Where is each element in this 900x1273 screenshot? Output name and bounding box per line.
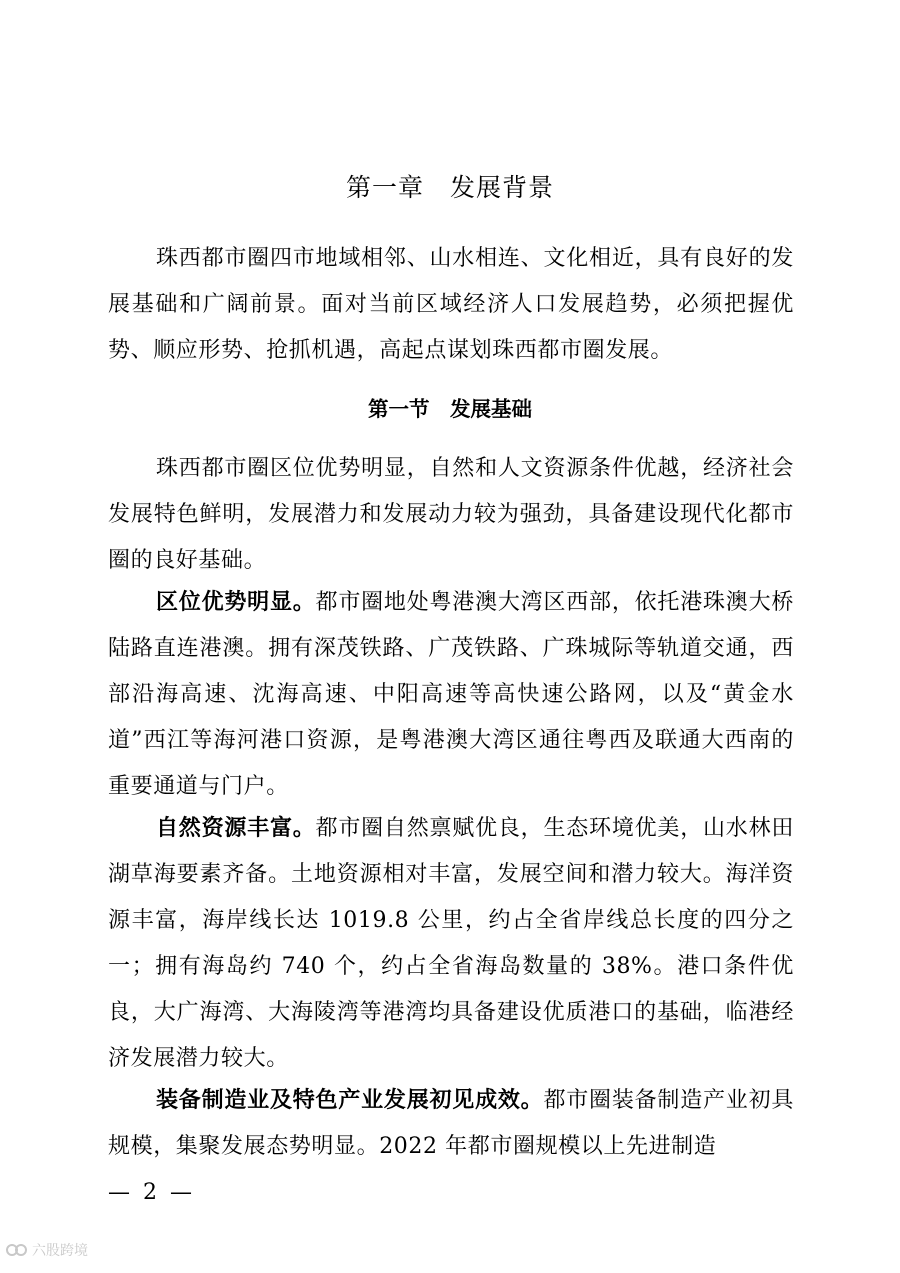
section-intro-paragraph: 珠西都市圈区位优势明显，自然和人文资源条件优越，经济社会发展特色鲜明，发展潜力和发展动力较为强劲，具备建设现代化都市圈的良好基础。	[108, 456, 794, 573]
watermark	[6, 1240, 88, 1260]
paragraph-lead: 装备制造业及特色产业发展初见成效。	[156, 1088, 544, 1113]
paragraph-lead: 自然资源丰富。	[156, 816, 316, 841]
page-number: — 2 —	[108, 1180, 192, 1205]
manufacturing-paragraph	[108, 1078, 794, 1170]
paragraph-body: 都市圈装备制造产业初具规模，集聚发展态势明显。2022 年都市圈规模以上先进制造	[108, 1088, 794, 1159]
brand-logo-icon	[6, 1242, 28, 1258]
section-title: 第一节 发展基础	[368, 397, 532, 421]
paragraph-body: 都市圈地处粤港澳大湾区西部，依托港珠澳大桥陆路直连港澳。拥有深茂铁路、广茂铁路、广珠城际等轨道交通，西部沿海高速、沈海高速、中阳高速等高快速公路网，以及“黄金水道”西江等海河港口资源，是粤港澳大湾区通往粤西及联通大西南的重要通道与门户。	[108, 590, 794, 799]
intro-paragraph: 珠西都市圈四市地域相邻、山水相连、文化相近，具有良好的发展基础和广阔前景。面对当前区域经济人口发展趋势，必须把握优势、顺应形势、抢抓机遇，高起点谋划珠西都市圈发展。	[108, 246, 794, 363]
watermark-text: 六股跨境	[32, 1243, 88, 1259]
location-paragraph	[108, 580, 794, 810]
chapter-title: 第一章 发展背景	[345, 173, 554, 202]
paragraph-lead: 区位优势明显。	[156, 590, 316, 615]
paragraph-body: 都市圈自然禀赋优良，生态环境优美，山水林田湖草海要素齐备。土地资源相对丰富，发展空间和潜力较大。海洋资源丰富，海岸线长达 1019.8 公里，约占全省岸线总长度的四分之一；拥有海岛约 740 个，约占全省海岛数量的 38%。港口条件优良，大广海湾、大海陵湾等港湾均具备建设优质港口的基础，临港经济发展潜力较大。	[108, 816, 794, 1071]
resources-paragraph	[108, 806, 794, 1082]
